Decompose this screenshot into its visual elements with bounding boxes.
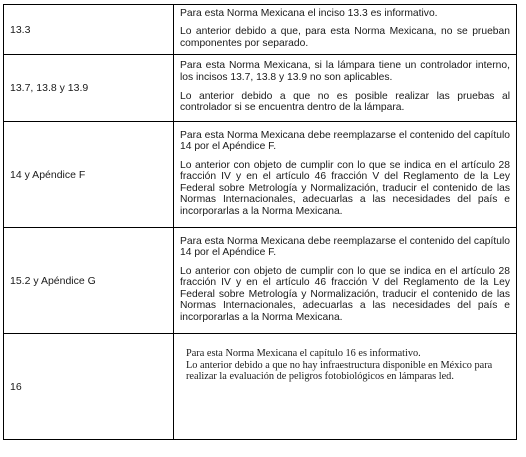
- text-cell: [174, 5, 517, 55]
- paragraph: Para esta Norma Mexicana, si la lámpara tiene un controlador interno, los incisos 13.7, 13.8 y 13.9 no son aplicables.: [180, 60, 510, 83]
- clause-cell: 14 y Apéndice F: [4, 122, 174, 228]
- paragraph: Lo anterior debido a que, para esta Norma Mexicana, no se prueban componentes por separado.: [180, 26, 510, 49]
- paragraph: Lo anterior debido a que no hay infraestructura disponible en México para realizar la evaluación de peligros fotobiológicos en lámparas led.: [186, 359, 493, 383]
- clause-cell: 16: [4, 334, 174, 440]
- deviations-table: [3, 4, 517, 440]
- table-row: [4, 122, 517, 228]
- clause-cell: 15.2 y Apéndice G: [4, 228, 174, 334]
- clause-cell: 13.3: [4, 5, 174, 55]
- text-cell: [174, 228, 517, 334]
- table-row: [4, 334, 517, 440]
- table-row: [4, 228, 517, 334]
- paragraph: Lo anterior con objeto de cumplir con lo que se indica en el artículo 28 fracción IV y en el artículo 46 fracción V del Reglamento de la Ley Federal sobre Metrología y Normalización, traducir el contenido de las Normas Internacionales, adecuarlas a las necesidades del país e incorporarlas a la Norma Mexicana.: [180, 159, 510, 217]
- paragraph: Para esta Norma Mexicana el capítulo 16 es informativo.: [186, 348, 421, 359]
- text-cell: [174, 334, 517, 440]
- table-row: [4, 5, 517, 55]
- text-cell: [174, 55, 517, 122]
- clause-cell: 13.7, 13.8 y 13.9: [4, 55, 174, 122]
- paragraph: Para esta Norma Mexicana debe reemplazarse el contenido del capítulo 14 por el Apéndice F.: [180, 235, 510, 259]
- paragraph: Lo anterior con objeto de cumplir con lo que se indica en el artículo 28 fracción IV y en el artículo 46 fracción V del Reglamento de la Ley Federal sobre Metrología y Normalización, traducir el contenido de las Normas Internacionales, adecuarlas a las necesidades del país e incorporarlas a la Norma Mexicana.: [180, 265, 510, 323]
- table-row: [4, 55, 517, 122]
- text-cell: [174, 122, 517, 228]
- paragraph: Para esta Norma Mexicana debe reemplazarse el contenido del capítulo 14 por el Apéndice F.: [180, 129, 510, 153]
- paragraph: Lo anterior debido a que no es posible realizar las pruebas al controlador si se encuentra dentro de la lámpara.: [180, 90, 510, 114]
- paragraph: Para esta Norma Mexicana el inciso 13.3 es informativo.: [180, 7, 438, 19]
